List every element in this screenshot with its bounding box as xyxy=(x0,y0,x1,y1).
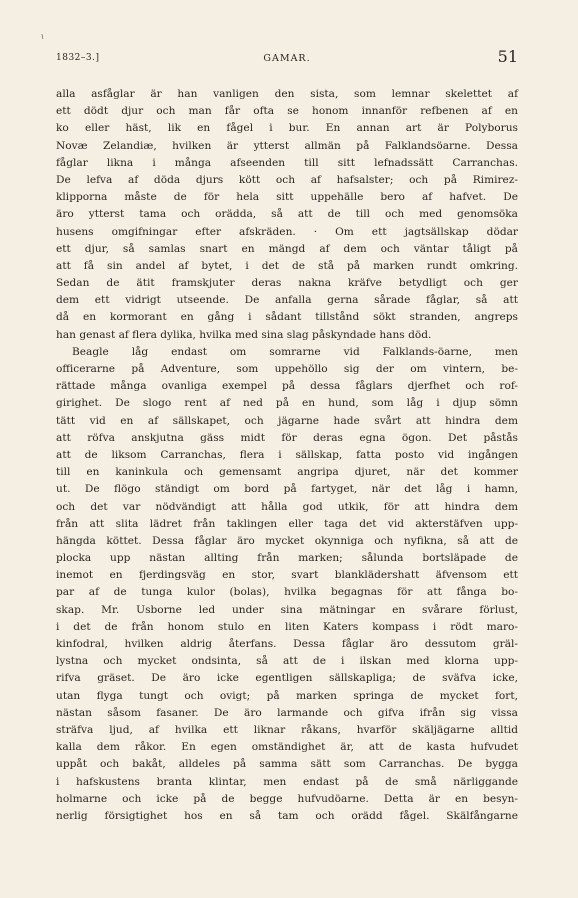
body-text xyxy=(56,86,518,825)
running-title: GAMAR. xyxy=(263,53,311,64)
text-line: i det de från honom stulo en liten Katers kompass i rödt maro- xyxy=(56,620,518,633)
text-line: från att slita lädret från taklingen eller taga det vid akterstäfven upp- xyxy=(56,517,518,530)
running-header xyxy=(56,47,518,69)
text-line: sträfva ljud, af hvilka ett liknar råkans, hvarför skäljägarne alltid xyxy=(56,723,518,736)
text-line: ko eller häst, lik en fågel i bur. En annan art är Polyborus xyxy=(56,122,518,135)
margin-mark: ɩ xyxy=(41,32,45,41)
text-line: han genast af flera dylika, hvilka med sina slag påskyndade hans död. xyxy=(56,328,432,341)
text-line: hängda köttet. Dessa fåglar äro mycket okynniga och nyfikna, så att de xyxy=(56,534,518,547)
text-line: rifva gräset. De äro icke egentligen sällskapliga; de sväfva icke, xyxy=(56,672,518,685)
text-line: girighet. De slogo rent af ned på en hund, som låg i djup sömn xyxy=(56,397,518,410)
page-number: 51 xyxy=(497,47,518,66)
text-line: holmarne och icke på de begge hufvudöarne. Detta är en besyn- xyxy=(56,792,518,805)
text-line: i hafskustens branta klintar, men endast på de små närliggande xyxy=(56,775,518,788)
text-line: Novæ Zelandiæ, hvilken är ytterst allmän på Falklandsöarne. Dessa xyxy=(56,139,518,152)
text-line: nerlig försigtighet hos en så tam och orädd fågel. Skälfångarne xyxy=(56,809,518,822)
text-line: ett dödt djur och man får ofta se honom innanför refbenen af en xyxy=(56,105,518,118)
text-line: plocka upp nästan allting från marken; sålunda bortsläpade de xyxy=(56,552,518,565)
text-line: Beagle låg endast om somrarne vid Falklands-öarne, men xyxy=(72,345,518,358)
text-line: alla asfåglar är han vanligen den sista, som lemnar skelettet af xyxy=(56,88,518,100)
text-line: lystna och mycket ondsinta, så att de i ilskan med klorna upp- xyxy=(56,655,518,668)
text-line: att de liksom Carranchas, flera i sällskap, fatta posto vid ingången xyxy=(56,448,518,461)
text-line: utan flyga tungt och ovigt; på marken springa de mycket fort, xyxy=(56,689,518,702)
text-line: och det var nödvändigt att hålla god utkik, för att hindra dem xyxy=(56,500,518,513)
text-line: kinfodral, hvilken aldrig återfans. Dessa fåglar äro dessutom gräl- xyxy=(56,638,518,650)
text-line: Sedan de ätit framskjuter deras nakna kräfve betydligt och ger xyxy=(56,277,518,290)
text-line: klipporna måste de för hela sitt uppehälle bero af hafvet. De xyxy=(56,191,518,204)
text-line: tätt vid en af sällskapet, och jägarne hade svårt att hindra dem xyxy=(56,414,518,427)
text-line: uppåt och bakåt, alldeles på samma sätt som Carranchas. De bygga xyxy=(56,758,518,771)
text-line: par af de tunga kulor (bolas), hvilka begagnas för att fånga bo- xyxy=(56,586,518,599)
text-line: nästan såsom fasaner. De äro larmande och gifva ifrån sig vissa xyxy=(56,706,518,719)
text-line: till en kaninkula och gemensamt angripa djuret, när det kommer xyxy=(56,466,518,479)
text-line: att röfva anskjutna gäss midt för deras egna ögon. Det påstås xyxy=(56,431,518,444)
text-line: inemot en fjerdingsväg en stor, svart blanklädershatt äfvensom ett xyxy=(56,569,518,582)
text-line: fåglar likna i många afseenden till sitt lefnadssätt Carranchas. xyxy=(56,156,518,169)
header-year: 1832–3.] xyxy=(56,53,100,63)
text-line: skap. Mr. Usborne led under sina mätningar en svårare förlust, xyxy=(56,603,518,616)
text-line: kalla dem råkor. En egen omständighet är, att de kasta hufvudet xyxy=(56,741,518,754)
text-line: officerarne på Adventure, som uppehöllo sig der om vintern, be- xyxy=(56,363,518,375)
text-line: ut. De flögo ständigt om bord på fartyget, när det låg i hamn, xyxy=(56,483,518,496)
text-line: äro ytterst tama och orädda, så att de till och med genomsöka xyxy=(56,208,518,221)
text-line: husens omgifningar efter afskräden. · Om ett jagtsällskap dödar xyxy=(56,225,518,238)
text-line: dem ett vidrigt utseende. De anfalla gerna sårade fåglar, så att xyxy=(56,294,518,307)
text-line: ett djur, så samlas snart en mängd af dem och väntar tåligt på xyxy=(56,242,518,255)
text-line: rättade många ovanliga exempel på dessa fåglars djerfhet och rof- xyxy=(56,380,518,393)
text-line: De lefva af döda djurs kött och af hafsalster; och på Rimirez- xyxy=(56,173,518,186)
text-line: då en kormorant en gång i sådant tillstånd sökt stranden, angreps xyxy=(56,311,518,324)
text-line: att få sin andel af bytet, i det de stå på marken rundt omkring. xyxy=(56,259,518,272)
